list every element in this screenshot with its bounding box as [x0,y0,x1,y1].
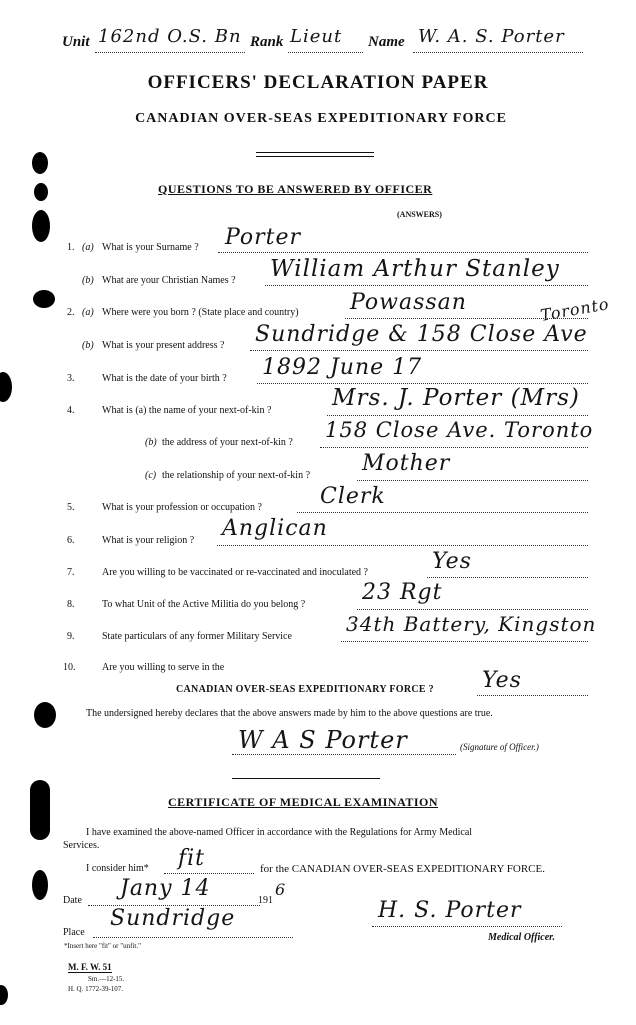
name-line [413,52,583,53]
officer-signature-caption: (Signature of Officer.) [460,742,539,752]
answer-line [217,545,588,546]
answer-line [341,641,588,642]
punch-hole [34,183,48,201]
answer-surname: Porter [225,225,302,250]
question-number: 2. [67,307,75,318]
answer-line [345,318,588,319]
answer-line [164,873,254,874]
name-value: W. A. S. Porter [418,26,565,47]
rank-label: Rank [250,34,284,50]
answer-line [265,285,588,286]
answer-militia-unit: 23 Rgt [362,580,443,605]
answer-former-service: 34th Battery, Kingston [346,612,597,636]
question-number: 10. [63,662,76,673]
document-subtitle: CANADIAN OVER-SEAS EXPEDITIONARY FORCE [135,111,507,126]
unit-label: Unit [62,34,90,50]
medical-signature-line [372,926,562,927]
question-label: What is your profession or occupation ? [102,502,262,513]
form-code-line2: Sm.—12-15. [88,975,125,983]
answer-line [250,350,588,351]
question-label: the address of your next-of-kin ? [162,437,293,448]
place-value: Sundridge [110,906,236,931]
question-sub: (a) [82,242,94,253]
declaration-text: The undersigned hereby declares that the above answers made by him to the above questions are true. [86,708,493,719]
question-label: What is (a) the name of your next-of-kin ? [102,405,272,416]
punch-hole [34,702,56,728]
answer-line [327,415,588,416]
question-label: What is your Surname ? [102,242,199,253]
question-label: What is the date of your birth ? [102,373,227,384]
answers-heading: (ANSWERS) [397,210,442,219]
consider-value: fit [178,846,206,871]
answer-birthdate: 1892 June 17 [262,355,423,380]
question-label: Are you willing to serve in the [102,662,225,673]
answer-line [477,695,588,696]
place-label: Place [63,927,85,938]
question-label: To what Unit of the Active Militia do you belong ? [102,599,306,610]
answer-vaccinated: Yes [432,549,472,574]
question-label: Are you willing to be vaccinated or re-vaccinated and inoculated ? [102,567,368,578]
medical-text-line2: Services. [63,840,100,851]
question-sub: (c) [145,470,157,481]
consider-label: I consider him* [86,863,149,874]
question-number: 4. [67,405,75,416]
medical-officer-signature: H. S. Porter [378,898,522,923]
answer-birthplace: Powassan [350,290,467,315]
year-value: 6 [275,880,287,899]
medical-officer-caption: Medical Officer. [488,932,556,943]
question-number: 3. [67,373,75,384]
punch-hole [0,985,8,1005]
date-value: Jany 14 [120,876,211,901]
questions-heading: QUESTIONS TO BE ANSWERED BY OFFICER [158,182,433,196]
form-code-line3: H. Q. 1772-39-107. [68,985,124,993]
title-rule [256,152,374,153]
form-code-line1: M. F. W. 51 [68,962,112,972]
date-label: Date [63,895,82,906]
consider-suffix: for the CANADIAN OVER-SEAS EXPEDITIONARY FORCE. [260,863,545,875]
rank-line [288,52,363,53]
answer-willing-to-serve: Yes [482,668,522,693]
officer-signature: W A S Porter [238,726,408,754]
unit-line [95,52,245,53]
question-number: 6. [67,535,75,546]
question-number: 1. [67,242,75,253]
question-number: 9. [67,631,75,642]
answer-line [427,577,588,578]
question-label: the relationship of your next-of-kin ? [162,470,311,481]
answer-line [320,447,588,448]
question-number: 8. [67,599,75,610]
question-label: What are your Christian Names ? [102,275,236,286]
place-line [93,937,293,938]
name-label: Name [368,34,405,50]
answer-next-of-kin-address: 158 Close Ave. Toronto [325,418,594,442]
question-number: 5. [67,502,75,513]
document-title: OFFICERS' DECLARATION PAPER [147,72,489,93]
question-label: What is your present address ? [102,340,225,351]
section-rule [232,778,380,779]
answer-christian-names: William Arthur Stanley [270,256,560,282]
question-sub: (b) [82,340,94,351]
punch-hole [32,870,48,900]
medical-heading: CERTIFICATE OF MEDICAL EXAMINATION [168,795,439,809]
year-prefix: 191 [258,895,273,906]
answer-religion: Anglican [222,516,328,541]
serve-label: CANADIAN OVER-SEAS EXPEDITIONARY FORCE ? [176,684,434,695]
punch-hole [0,372,12,402]
footnote: *Insert here "fit" or "unfit." [64,942,141,950]
answer-relationship: Mother [362,451,451,476]
title-rule [256,156,374,157]
question-sub: (a) [82,307,94,318]
answer-line [357,480,588,481]
question-label: State particulars of any former Military Service [102,631,292,642]
answer-occupation: Clerk [320,484,386,509]
answer-next-of-kin: Mrs. J. Porter (Mrs) [332,385,580,411]
answer-line [297,512,588,513]
answer-line [218,252,588,253]
question-label: Where were you born ? (State place and country) [102,307,299,318]
question-sub: (b) [82,275,94,286]
question-number: 7. [67,567,75,578]
punch-hole [32,210,50,242]
punch-hole [33,290,55,308]
rank-value: Lieut [290,26,343,47]
answer-birthplace-extra: Toronto [538,294,611,325]
medical-text-line1: I have examined the above-named Officer in accordance with the Regulations for Army Medical [86,827,473,838]
punch-hole [32,152,48,174]
question-label: What is your religion ? [102,535,195,546]
signature-line [232,754,456,755]
answer-line [357,609,588,610]
answer-address: Sundridge & 158 Close Ave [255,322,588,347]
unit-value: 162nd O.S. Bn [98,26,242,47]
question-sub: (b) [145,437,157,448]
punch-hole [30,780,50,840]
answer-line [257,383,588,384]
